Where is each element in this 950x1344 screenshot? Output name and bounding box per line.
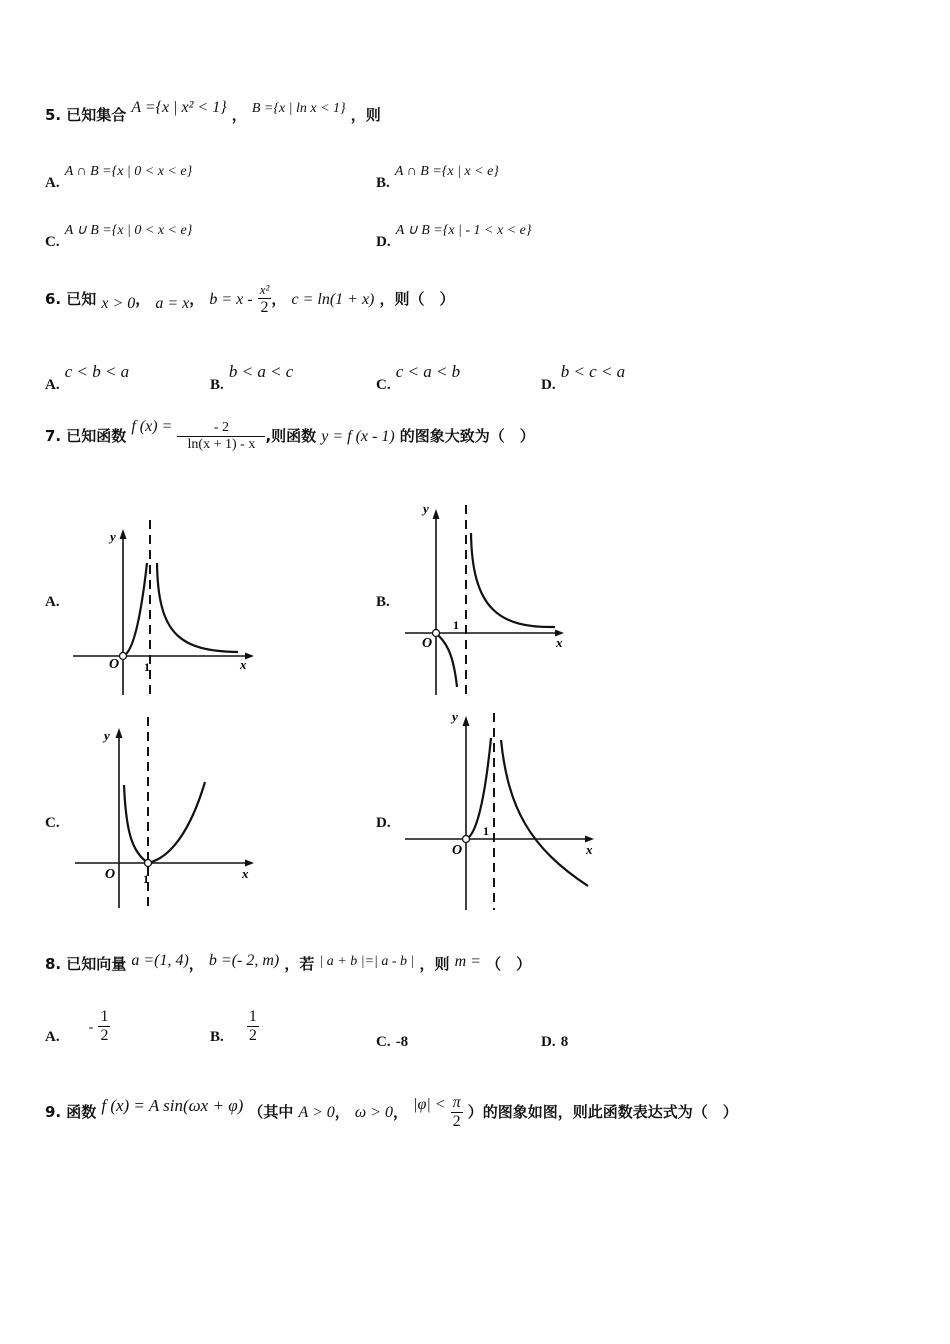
q7-option-b-label[interactable]: B. [376, 594, 390, 610]
option-text: A ∩ B ={x | x < e} [394, 164, 499, 179]
option-label: B. [376, 175, 390, 191]
q9-cond-omega: ω > 0 [354, 1104, 393, 1121]
q6-b-pre: b = x - [209, 291, 253, 308]
curve-right [157, 563, 238, 652]
q9-stem: 函数 [66, 1103, 97, 1121]
q5-stem: 已知集合 [66, 106, 127, 124]
option-text: b < c < a [560, 362, 626, 381]
q5-option-d[interactable] [376, 219, 532, 250]
q5-option-a[interactable] [45, 160, 193, 191]
option-text: 8 [560, 1034, 569, 1050]
q8-m: m = [454, 953, 481, 970]
option-text: A ∩ B ={x | 0 < x < e} [64, 164, 193, 179]
option-text: b < a < c [228, 362, 294, 381]
q7-graph-a[interactable] [70, 515, 260, 700]
q9-cond-phi: |φ| < [413, 1096, 446, 1113]
q9-tail: ）的图象如图，则此函数表达式为（ ） [467, 1103, 738, 1121]
option-sign: - [88, 1020, 94, 1035]
q7-f-den: ln(x + 1) - x [187, 437, 256, 452]
option-den: 2 [248, 1027, 257, 1044]
q6-c-def: c = ln(1 + x) [291, 291, 375, 308]
q6-stem: 已知 [66, 290, 97, 308]
tangent-point [145, 860, 152, 867]
q7-graph-c[interactable] [70, 712, 260, 912]
q7-graph-b[interactable] [400, 500, 580, 700]
option-text: c < b < a [64, 362, 130, 381]
q9-function: f (x) = A sin(ωx + φ) [101, 1096, 244, 1115]
curve-right [501, 740, 588, 886]
option-text: A ∪ B ={x | - 1 < x < e} [395, 223, 532, 238]
q9-pi-den: 2 [452, 1113, 461, 1130]
q8-cond-pre: ，若 [284, 955, 315, 973]
q9-note-pre: （其中 [248, 1103, 294, 1121]
q6-option-c[interactable] [376, 362, 461, 393]
q8-option-a[interactable] [45, 1008, 110, 1045]
tick-label-one: 1 [453, 618, 459, 632]
q7-g: y = f (x - 1) [321, 428, 395, 445]
x-label: x [586, 842, 593, 857]
origin-label: O [422, 636, 433, 651]
q7-option-d-label[interactable]: D. [376, 815, 391, 831]
x-label: x [242, 866, 249, 881]
q9-stem-line: 9. 函数 f (x) = A sin(ωx + φ) （其中 A > 0， ω > 0， |φ| < $\frac{\pi}{2}$ ）的图象如图，则此函数表达式为（ ） [45, 1094, 738, 1130]
q6-condition: x > 0 [101, 295, 136, 312]
origin-point [433, 630, 440, 637]
q6-option-a[interactable] [45, 362, 130, 393]
q8-stem-line: 8. 已知向量 a =(1, 4)， b =(- 2, m) ，若 | a + b |=| a - b | ，则 m = （ ） [45, 952, 532, 973]
q7-f-pre: f (x) = [131, 418, 173, 435]
q7-f-fraction [177, 420, 265, 453]
option-label: C. [376, 1034, 391, 1050]
option-label: D. [376, 234, 391, 250]
tick-label-one: 1 [483, 824, 489, 838]
option-den: 2 [100, 1027, 109, 1044]
q6-b-num: x² [259, 282, 270, 297]
option-label: A. [45, 1029, 60, 1045]
q8-tail: ，则 [419, 955, 450, 973]
q5-option-b[interactable] [376, 160, 499, 191]
option-text: A ∪ B ={x | 0 < x < e} [64, 223, 193, 238]
q5-set-b: B ={x | ln x < 1} [251, 101, 346, 116]
curve-left [436, 633, 457, 687]
x-label: x [556, 635, 563, 650]
q9-pi-num: π [452, 1094, 461, 1111]
curve-right [148, 782, 205, 863]
q8-number: 8. [45, 955, 62, 973]
q8-vector-a: a =(1, 4) [131, 952, 189, 969]
q9-number: 9. [45, 1103, 62, 1121]
q7-mid: ,则函数 [265, 427, 317, 445]
q8-vector-b: b =(- 2, m) [208, 952, 280, 969]
option-fraction [247, 1008, 259, 1045]
option-label: A. [45, 377, 60, 393]
q7-stem-line [45, 420, 535, 453]
q6-a-def: a = x [155, 295, 190, 312]
y-arrow [120, 529, 127, 539]
q5-set-a: A ={x | x² < 1} [131, 99, 227, 116]
option-label: C. [376, 377, 391, 393]
q7-number: 7. [45, 427, 62, 445]
option-num: 1 [100, 1008, 109, 1025]
y-label: y [452, 709, 458, 724]
q8-option-c[interactable] [376, 1031, 408, 1051]
q5-separator: ， [231, 106, 247, 124]
option-label: B. [210, 1029, 224, 1045]
q7-f-num: - 2 [177, 420, 265, 437]
q9-pi-fraction [451, 1094, 463, 1131]
q5-tail: ，则 [350, 106, 381, 124]
q8-stem: 已知向量 [66, 955, 127, 973]
q7-stem: 已知函数 [66, 427, 127, 445]
origin-label: O [109, 657, 120, 672]
y-label: y [104, 728, 110, 743]
origin-point [120, 653, 127, 660]
option-label: D. [541, 377, 556, 393]
curve-left [124, 785, 148, 863]
q7-tail: 的图象大致为（ ） [399, 427, 535, 445]
y-arrow [463, 716, 470, 726]
q6-option-b[interactable] [210, 362, 294, 393]
q5-number: 5. [45, 106, 62, 124]
option-num: 1 [248, 1008, 257, 1025]
y-arrow [433, 509, 440, 519]
q8-option-b[interactable] [210, 1008, 259, 1045]
tick-label-one: 1 [143, 872, 149, 886]
q7-option-a-label[interactable]: A. [45, 594, 60, 610]
q7-option-c-label[interactable]: C. [45, 815, 60, 831]
option-text: c < a < b [395, 362, 461, 381]
q8-paren: （ ） [486, 955, 532, 973]
y-label: y [110, 529, 116, 544]
q5-stem-line [45, 99, 381, 125]
q8-condition: | a + b |=| a - b | [319, 954, 415, 969]
origin-point [463, 836, 470, 843]
q6-b-den: 2 [260, 299, 269, 316]
option-text: -8 [395, 1034, 409, 1050]
tick-label-one: 1 [144, 660, 150, 674]
q6-option-d[interactable] [541, 362, 626, 393]
option-label: C. [45, 234, 60, 250]
q6-tail: ，则（ ） [379, 290, 455, 308]
option-fraction [98, 1008, 110, 1045]
q6-b-fraction [258, 282, 272, 317]
y-arrow [116, 728, 123, 738]
option-label: D. [541, 1034, 556, 1050]
q8-option-d[interactable] [541, 1031, 568, 1051]
curve-left [123, 563, 147, 656]
q9-cond-a: A > 0 [298, 1104, 335, 1121]
q6-stem-line: 6. 已知 x > 0， a = x， b = x - $\frac{\text{x²}}{2}$ ， c = ln(1 + x) ，则（ ） [45, 282, 455, 316]
q5-option-c[interactable] [45, 219, 193, 250]
option-label: B. [210, 377, 224, 393]
curve-right [471, 533, 555, 627]
x-label: x [240, 657, 247, 672]
option-label: A. [45, 175, 60, 191]
q6-number: 6. [45, 290, 62, 308]
q7-graph-d[interactable] [400, 708, 600, 913]
origin-label: O [452, 843, 463, 858]
origin-label: O [105, 867, 116, 882]
y-label: y [423, 501, 429, 516]
